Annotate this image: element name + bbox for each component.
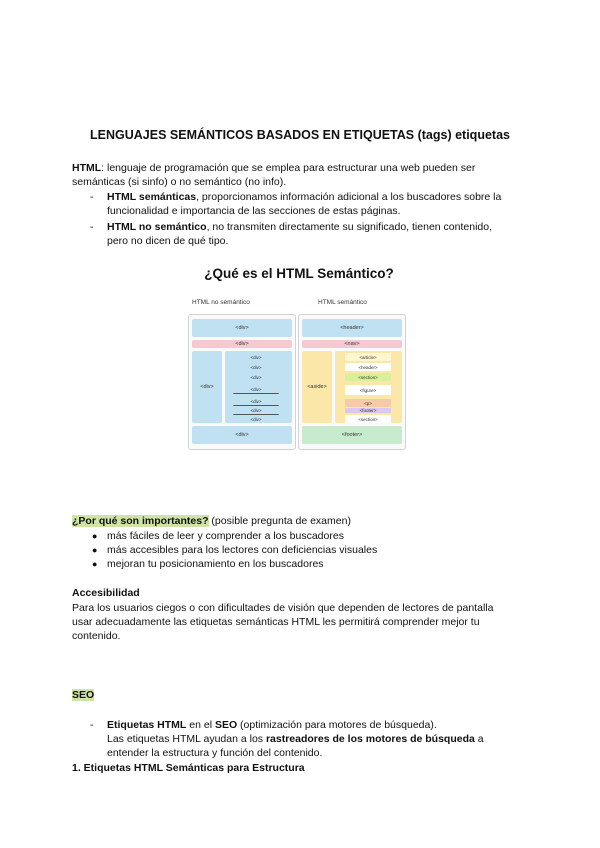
seo-dash-item xyxy=(90,718,530,760)
left-inner-item: <div> xyxy=(233,406,279,415)
dash-line2: funcionalidad e importancia de las secciones de estas páginas. xyxy=(107,205,401,217)
seo-line2a: Las etiquetas HTML ayudan a los xyxy=(107,733,266,745)
right-inner-item: <header> xyxy=(345,363,391,371)
intro-paragraph xyxy=(72,161,532,189)
dash-line1: , proporcionamos información adicional a los buscadores sobre la xyxy=(196,191,502,203)
seo-line3: entender la estructura y función del contenido. xyxy=(107,747,323,759)
left-inner-item: <div> xyxy=(233,385,279,394)
right-inner-item: <p> xyxy=(345,399,391,407)
accesibilidad-line: Para los usuarios ciegos o con dificultades de visión que dependen de lectores de pantalla xyxy=(72,602,494,614)
dash-line2: pero no dicen de qué tipo. xyxy=(107,235,229,247)
dash-line1: , no transmiten directamente su significado, tienen contenido, xyxy=(206,221,492,233)
semantic-html-figure xyxy=(168,266,430,450)
dash-mark: - xyxy=(90,719,94,731)
non-semantic-panel xyxy=(188,314,296,450)
bullet-text: mejoran tu posicionamiento en los buscadores xyxy=(107,558,324,570)
intro-line2: semánticas (si sinfo) o no semántico (no info). xyxy=(72,176,287,188)
accesibilidad-line: contenido. xyxy=(72,630,121,642)
right-header-block: <header> xyxy=(302,319,402,337)
right-inner-item: <figure> xyxy=(345,385,391,395)
dash-mark: - xyxy=(90,221,94,233)
accesibilidad-heading: Accesibilidad xyxy=(72,587,140,599)
why-bullet xyxy=(92,557,324,571)
right-footer-block: <footer> xyxy=(302,426,402,444)
right-inner-item: <article> xyxy=(345,353,391,361)
bullet-icon: ● xyxy=(92,559,98,569)
left-bottom-block: <div> xyxy=(192,426,292,444)
seo-line2c: a xyxy=(474,733,484,745)
left-nav-block: <div> xyxy=(192,340,292,348)
right-column-label: HTML semántico xyxy=(318,299,367,306)
intro-bold: HTML xyxy=(72,162,102,174)
why-heading: ¿Por qué son importantes? xyxy=(72,515,209,527)
left-inner-item: <div> xyxy=(233,397,279,406)
page-title: LENGUAJES SEMÁNTICOS BASADOS EN ETIQUETAS (tags) etiquetas xyxy=(90,128,510,142)
seo-text-1: en el xyxy=(186,719,215,731)
left-inner-item: <div> xyxy=(250,416,262,422)
left-inner-item: <div> xyxy=(250,374,262,380)
dash-item-semanticas xyxy=(90,190,530,218)
bullet-icon: ● xyxy=(92,531,98,541)
intro-line1: : lenguaje de programación que se emplea para estructurar una web pueden ser xyxy=(101,162,476,174)
accesibilidad-paragraph xyxy=(72,601,542,643)
why-bullet xyxy=(92,529,344,543)
right-article-block xyxy=(335,351,402,423)
left-main-block xyxy=(225,351,292,423)
right-nav-block: <nav> xyxy=(302,340,402,348)
seo-line2b: rastreadores de los motores de búsqueda xyxy=(265,733,475,745)
section-1-heading: 1. Etiquetas HTML Semánticas para Estructura xyxy=(72,762,305,774)
dash-bold: HTML no semántico xyxy=(107,221,207,233)
figure-title: ¿Qué es el HTML Semántico? xyxy=(204,266,394,281)
dash-bold: HTML semánticas xyxy=(107,191,197,203)
why-bullet xyxy=(92,543,377,557)
left-inner-item: <div> xyxy=(250,364,262,370)
why-note: (posible pregunta de examen) xyxy=(208,515,351,527)
left-inner-item: <div> xyxy=(250,354,262,360)
seo-heading: SEO xyxy=(72,689,95,701)
left-column-label: HTML no semántico xyxy=(192,299,250,306)
bullet-text: más accesibles para los lectores con deficiencias visuales xyxy=(107,544,378,556)
right-inner-item: <footer> xyxy=(345,408,391,413)
left-side-block: <div> xyxy=(192,351,222,423)
dash-mark: - xyxy=(90,191,94,203)
seo-heading-wrap xyxy=(72,689,94,701)
right-inner-item: <section> xyxy=(345,373,391,381)
bullet-text: más fáciles de leer y comprender a los buscadores xyxy=(107,530,344,542)
why-heading-line xyxy=(72,514,532,528)
left-top-block: <div> xyxy=(192,319,292,337)
dash-item-no-semantico xyxy=(90,220,530,248)
seo-bold-1: Etiquetas HTML xyxy=(107,719,187,731)
bullet-icon: ● xyxy=(92,545,98,555)
right-inner-item: <section> xyxy=(345,415,391,423)
right-aside-block: <aside> xyxy=(302,351,332,423)
seo-bold-2: SEO xyxy=(214,719,238,731)
semantic-panel xyxy=(298,314,406,450)
accesibilidad-line: usar adecuadamente las etiquetas semánticas HTML les permitirá comprender mejor tu xyxy=(72,616,480,628)
seo-text-2: (optimización para motores de búsqueda). xyxy=(237,719,437,731)
